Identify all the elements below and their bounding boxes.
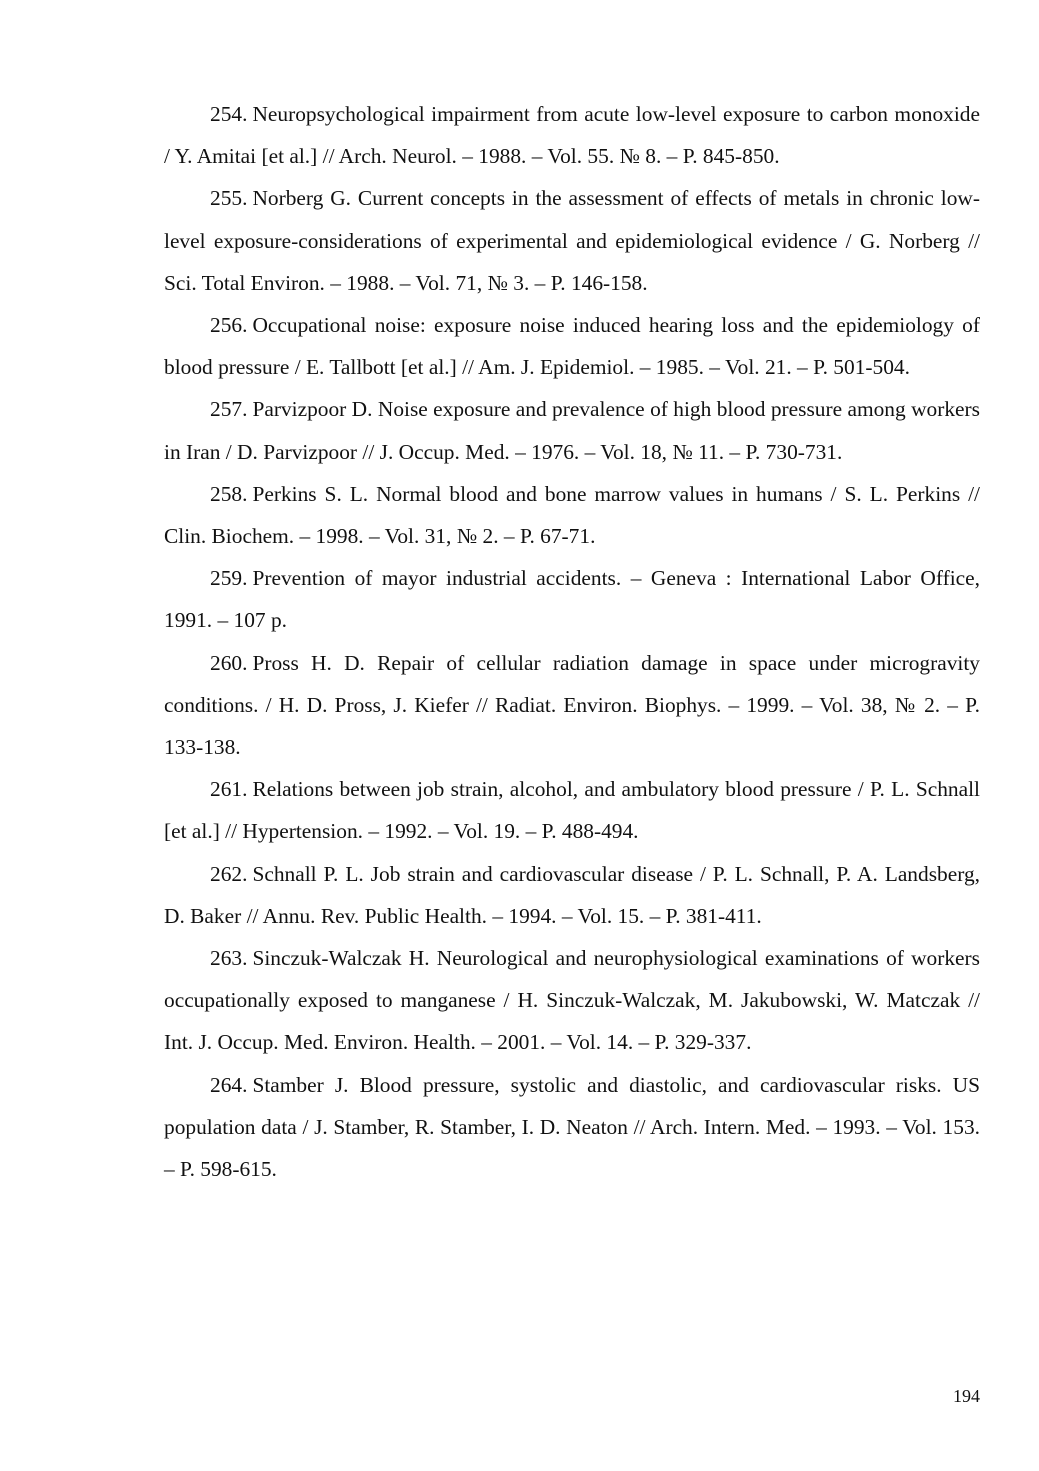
reference-item: [164, 388, 980, 472]
reference-number: 257.: [210, 397, 248, 422]
reference-text: Sinczuk-Walczak H. Neurological and neurophysiological examinations of workers occupationally exposed to manganese / H. Sinczuk-Walczak, M. Jakubowski, W. Matczak // Int. J. Occup. Med. Environ. Health. – 2001. – Vol. 14. – P. 329-337.: [164, 946, 980, 1055]
reference-number: 262.: [210, 861, 248, 886]
reference-text: Relations between job strain, alcohol, and ambulatory blood pressure / P. L. Schnall [et al.] // Hypertension. – 1992. – Vol. 19. – P. 488-494.: [164, 777, 980, 844]
reference-item: [164, 473, 980, 557]
reference-list: [164, 93, 980, 1190]
reference-number: 263.: [210, 946, 248, 971]
reference-text: Schnall P. L. Job strain and cardiovascular disease / P. L. Schnall, P. A. Landsberg, D. Baker // Annu. Rev. Public Health. – 1994. – Vol. 15. – P. 381-411.: [164, 861, 980, 928]
reference-item: [164, 853, 980, 937]
reference-number: 259.: [210, 566, 248, 591]
reference-number: 260.: [210, 650, 248, 675]
reference-number: 261.: [210, 777, 248, 802]
reference-text: Pross H. D. Repair of cellular radiation damage in space under microgravity conditions. / H. D. Pross, J. Kiefer // Radiat. Environ. Biophys. – 1999. – Vol. 38, № 2. – P. 133-138.: [164, 650, 980, 760]
reference-item: [164, 642, 980, 769]
reference-number: 256.: [210, 313, 248, 338]
reference-item: [164, 768, 980, 852]
reference-number: 255.: [210, 186, 248, 211]
reference-item: [164, 557, 980, 641]
reference-number: 264.: [210, 1072, 248, 1097]
reference-number: 254.: [210, 102, 248, 126]
reference-text: Norberg G. Current concepts in the assessment of effects of metals in chronic low-level exposure-considerations of experimental and epidemiological evidence / G. Norberg // Sci. Total Environ. – 1988. – Vol. 71, № 3. – P. 146-158.: [164, 186, 980, 295]
reference-text: Occupational noise: exposure noise induced hearing loss and the epidemiology of blood pressure / E. Tallbott [et al.] // Am. J. Epidemiol. – 1985. – Vol. 21. – P. 501-504.: [164, 313, 980, 380]
reference-item: [164, 1064, 980, 1191]
reference-text: Parvizpoor D. Noise exposure and prevalence of high blood pressure among workers in Iran / D. Parvizpoor // J. Occup. Med. – 1976. – Vol. 18, № 11. – P. 730-731.: [164, 397, 980, 464]
page-number: 194: [953, 1386, 980, 1406]
reference-item: [164, 937, 980, 1064]
reference-item: [164, 304, 980, 388]
reference-text: Perkins S. L. Normal blood and bone marrow values in humans / S. L. Perkins // Clin. Biochem. – 1998. – Vol. 31, № 2. – P. 67-71.: [164, 481, 980, 549]
reference-item: [164, 93, 980, 177]
reference-text: Prevention of mayor industrial accidents. – Geneva : International Labor Office, 1991. – 107 p.: [164, 566, 980, 633]
reference-item: [164, 177, 980, 304]
reference-text: Neuropsychological impairment from acute low-level exposure to carbon monoxide / Y. Amitai [et al.] // Arch. Neurol. – 1988. – Vol. 55. № 8. – P. 845-850.: [164, 102, 980, 169]
reference-number: 258.: [210, 481, 248, 506]
reference-text: Stamber J. Blood pressure, systolic and diastolic, and cardiovascular risks. US population data / J. Stamber, R. Stamber, I. D. Neaton // Arch. Intern. Med. – 1993. – Vol. 153. – P. 598-615.: [164, 1072, 980, 1182]
